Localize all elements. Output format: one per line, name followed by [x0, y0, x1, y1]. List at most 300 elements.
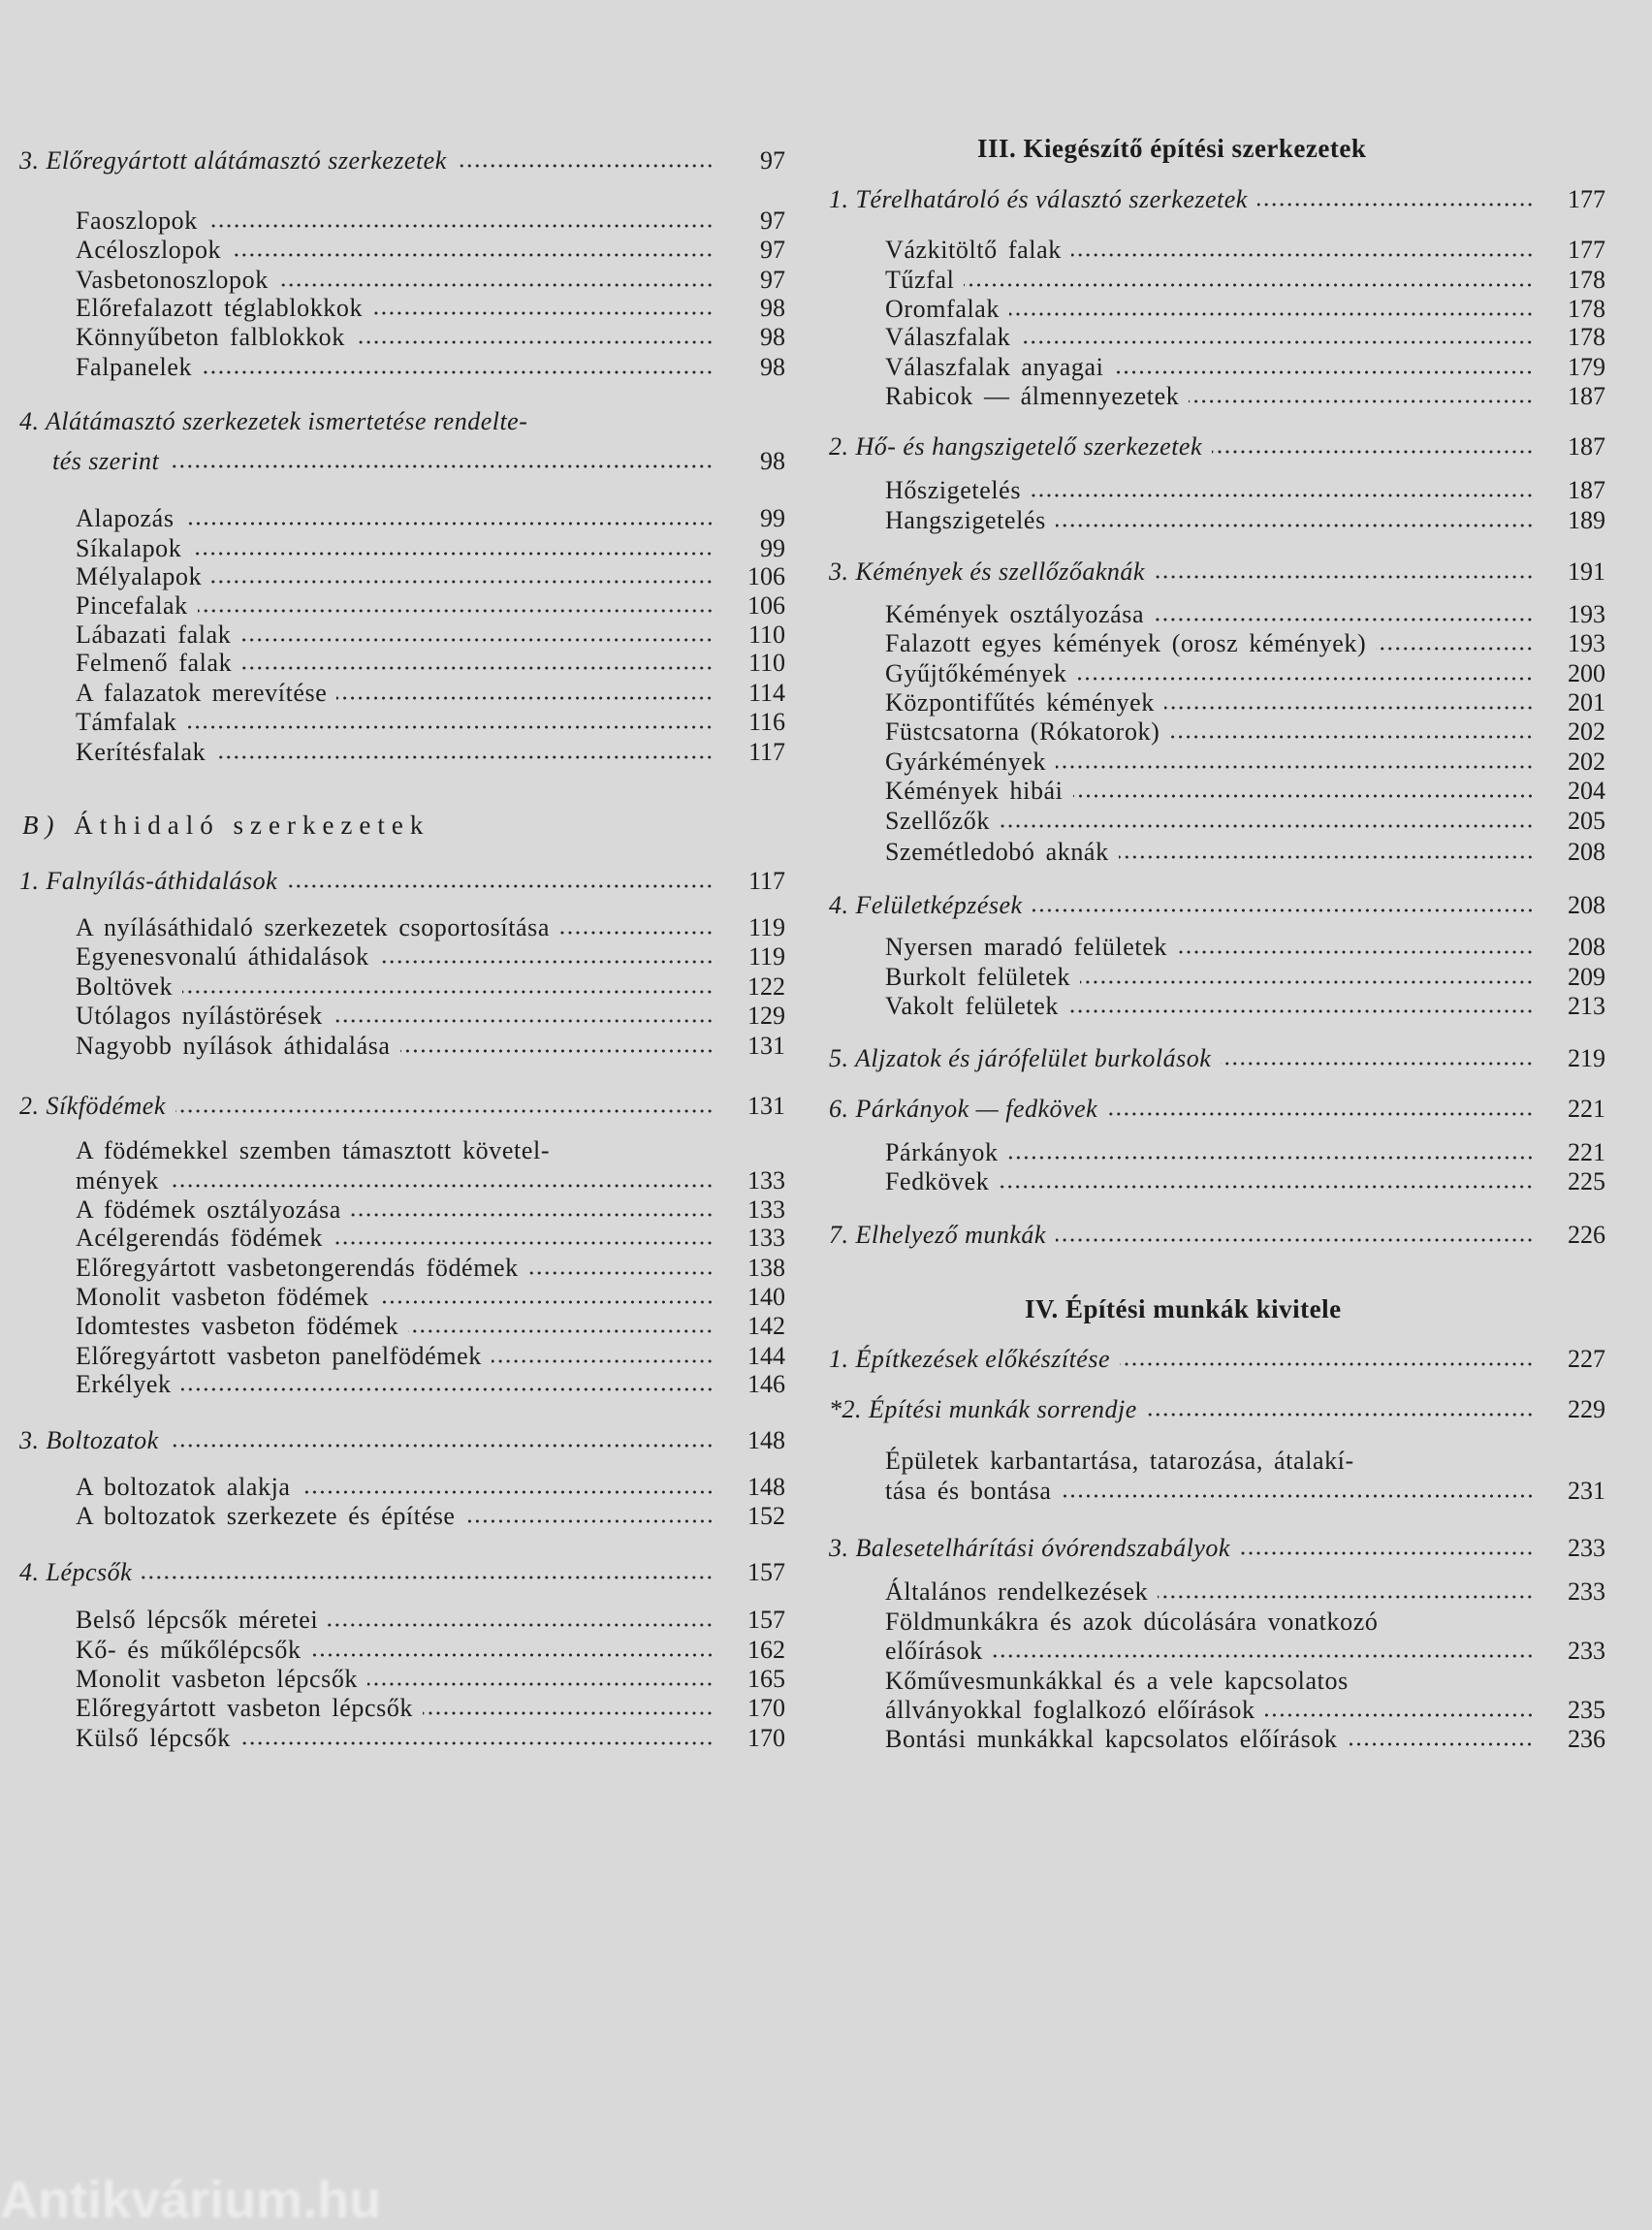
dot-leader: [1120, 1361, 1534, 1367]
page-number: 187: [1568, 432, 1605, 461]
dot-leader: [1056, 1237, 1534, 1243]
dot-leader: [211, 579, 714, 585]
toc-entry: [76, 504, 785, 533]
page-number: 98: [760, 447, 785, 475]
entry-title: Hőszigetelés: [885, 476, 1022, 504]
dot-leader: [423, 1710, 714, 1716]
toc-entry: [76, 1032, 785, 1061]
page-number: 114: [747, 679, 785, 707]
toc-entry: [885, 777, 1605, 806]
toc-entry: [885, 600, 1605, 629]
toc-entry: [76, 1002, 785, 1031]
toc-entry: [76, 1224, 785, 1253]
dot-leader: [333, 1018, 714, 1024]
dot-leader: [1000, 823, 1534, 829]
dot-leader: [367, 1681, 714, 1687]
entry-title: Bontási munkákkal kapcsolatos előírások: [885, 1725, 1338, 1753]
toc-section-entry: [19, 1092, 785, 1121]
part-b-letter: B): [22, 811, 61, 840]
entry-title: 3. Kémények és szellőzőaknák: [829, 558, 1145, 586]
entry-title: Monolit vasbeton lépcsők: [76, 1665, 359, 1693]
page-number: 201: [1568, 688, 1605, 717]
toc-entry: [76, 1342, 785, 1371]
dot-leader: [465, 1518, 714, 1524]
dot-leader: [999, 1184, 1534, 1190]
dot-leader: [311, 1652, 714, 1658]
entry-title: 1. Építkezések előkészítése: [829, 1345, 1110, 1373]
toc-section-entry: [829, 1345, 1605, 1374]
entry-title: 4. Alátámasztó szerkezetek ismertetése rendelte-: [19, 407, 528, 435]
dot-leader: [1076, 676, 1534, 682]
dot-leader: [169, 1443, 714, 1449]
toc-entry: [885, 933, 1605, 962]
toc-entry: [885, 506, 1605, 535]
entry-title: Fedkövek: [885, 1167, 990, 1195]
toc-entry: [885, 659, 1605, 688]
entry-title: előírások: [885, 1637, 983, 1665]
toc-entry: [885, 688, 1605, 717]
page-number: 144: [747, 1342, 785, 1370]
entry-title: 1. Falnyílás-áthidalások: [19, 867, 278, 895]
toc-entry: [885, 1577, 1605, 1607]
entry-title: Síkalapok: [76, 534, 182, 562]
dot-leader: [400, 1048, 714, 1054]
toc-entry: [76, 972, 785, 1002]
entry-title: Támfalak: [76, 708, 177, 736]
toc-entry: [885, 992, 1605, 1021]
page-number: 187: [1568, 476, 1605, 504]
page-number: 117: [747, 738, 785, 766]
toc-section-entry: [829, 1395, 1605, 1424]
toc-entry: [76, 649, 785, 678]
entry-title: Előregyártott vasbeton lépcsők: [76, 1694, 414, 1722]
toc-entry: [76, 1370, 785, 1399]
dot-leader: [240, 1740, 714, 1746]
entry-title: Előregyártott vasbetongerendás födémek: [76, 1254, 519, 1282]
dot-leader: [1189, 398, 1534, 404]
entry-title: Vázkitöltő falak: [885, 236, 1062, 264]
entry-title: Pincefalak: [76, 591, 188, 620]
dot-leader: [198, 608, 714, 614]
dot-leader: [1020, 339, 1534, 345]
part-b-heading: [22, 811, 429, 841]
entry-title: Kerítésfalak: [76, 738, 206, 766]
page-number: 209: [1568, 963, 1605, 991]
entry-title: Válaszfalak anyagai: [885, 353, 1104, 381]
dot-leader: [492, 1358, 714, 1364]
toc-entry: [76, 323, 785, 352]
page-number: 129: [747, 1002, 785, 1030]
entry-title: Alapozás: [76, 504, 175, 532]
entry-title: Kémények osztályozása: [885, 600, 1145, 628]
toc-entry: [76, 679, 785, 708]
page-number: 200: [1568, 659, 1605, 687]
toc-entry: [76, 1502, 785, 1531]
entry-title: Épületek karbantartása, tatarozása, átalakí-: [885, 1447, 1354, 1475]
entry-title: A falazatok merevítése: [76, 679, 328, 707]
entry-title: Boltövek: [76, 972, 174, 1001]
toc-section-entry: [19, 407, 527, 436]
toc-section-entry: [19, 146, 785, 175]
dot-leader: [351, 1212, 714, 1218]
page-number: 233: [1568, 1534, 1605, 1562]
toc-entry: [885, 266, 1605, 295]
toc-section-entry: [829, 1044, 1605, 1073]
dot-leader: [181, 1386, 714, 1392]
dot-leader: [1009, 311, 1534, 317]
toc-entry: [885, 353, 1605, 382]
toc-entry: [76, 1254, 785, 1283]
page-number: 179: [1568, 353, 1605, 381]
entry-title: Faoszlopok: [76, 207, 198, 235]
dot-leader: [1376, 646, 1534, 652]
toc-entry: [885, 295, 1605, 324]
entry-title: Központifűtés kémények: [885, 688, 1155, 717]
entry-title: Erkélyek: [76, 1370, 172, 1398]
entry-title: Nagyobb nyílások áthidalása: [76, 1032, 391, 1060]
dot-leader: [528, 1270, 714, 1276]
page-number: 131: [747, 1032, 785, 1060]
entry-title: Kő- és műkőlépcsők: [76, 1636, 302, 1664]
dot-leader: [333, 1240, 714, 1246]
dot-leader: [1071, 252, 1534, 258]
toc-entry: [885, 1608, 1378, 1637]
dot-leader: [1031, 493, 1534, 498]
page-number: 117: [747, 867, 785, 895]
dot-leader: [1008, 1155, 1534, 1161]
dot-leader: [240, 637, 714, 643]
page-number: 98: [760, 353, 785, 381]
page-number: 178: [1568, 323, 1605, 351]
entry-title: Külső lépcsők: [76, 1724, 231, 1752]
entry-title: Könnyűbeton falblokkok: [76, 323, 345, 351]
entry-title: tés szerint: [52, 447, 160, 475]
page-number: 152: [747, 1502, 785, 1530]
page-number: 189: [1568, 506, 1605, 534]
entry-title: Gyűjtőkémények: [885, 659, 1067, 687]
page-number: 142: [747, 1312, 785, 1340]
entry-title: mények: [76, 1166, 159, 1195]
dot-leader: [379, 959, 714, 965]
page-number: 187: [1568, 382, 1605, 410]
entry-title: Tűzfal: [885, 266, 955, 294]
toc-entry: [76, 353, 785, 382]
dot-leader: [1147, 1412, 1534, 1418]
toc-entry: [885, 1477, 1605, 1506]
entry-title: Oromfalak: [885, 295, 1001, 323]
toc-entry: [885, 1725, 1605, 1754]
dot-leader: [1032, 908, 1534, 913]
dot-leader: [1068, 1008, 1534, 1014]
page-number: 146: [747, 1370, 785, 1398]
toc-entry: [885, 1167, 1605, 1196]
page-number: 157: [747, 1558, 785, 1586]
entry-title: Acéloszlopok: [76, 236, 222, 264]
entry-title: A nyílásáthidaló szerkezetek csoportosítása: [76, 913, 551, 941]
entry-title: Vakolt felületek: [885, 992, 1059, 1020]
dot-leader: [1177, 949, 1534, 955]
entry-title: tása és bontása: [885, 1477, 1052, 1505]
toc-entry: [885, 1138, 1605, 1167]
toc-entry: [885, 807, 1605, 836]
entry-title: Általános rendelkezések: [885, 1577, 1149, 1606]
watermark: Antikvárium.hu: [0, 2171, 382, 2229]
dot-leader: [328, 1622, 714, 1628]
page-number: 170: [747, 1724, 785, 1752]
toc-entry: [76, 562, 785, 591]
entry-title: 6. Párkányok — fedkövek: [829, 1095, 1098, 1123]
page-number: 204: [1568, 777, 1605, 805]
entry-title: Mélyalapok: [76, 562, 203, 590]
entry-title: 3. Előregyártott alátámasztó szerkezetek: [19, 146, 447, 175]
toc-entry: [885, 323, 1605, 352]
dot-leader: [207, 223, 714, 229]
dot-leader: [241, 665, 714, 671]
page-number: 140: [747, 1283, 785, 1311]
dot-leader: [379, 1299, 714, 1305]
dot-leader: [457, 163, 714, 169]
dot-leader: [1347, 1741, 1534, 1747]
toc-entry: [885, 838, 1605, 867]
page-number: 213: [1568, 992, 1605, 1020]
page-number: 97: [760, 207, 785, 235]
page-number: 165: [747, 1665, 785, 1693]
toc-entry: [885, 382, 1605, 411]
dot-leader: [1212, 449, 1534, 455]
toc-section-entry: [829, 891, 1605, 920]
toc-entry: [76, 621, 785, 650]
entry-title: Válaszfalak: [885, 323, 1011, 351]
entry-title: Rabicok — álmennyezetek: [885, 382, 1180, 410]
entry-title: Idomtestes vasbeton födémek: [76, 1312, 399, 1340]
toc-entry: [76, 266, 785, 295]
page-number: 236: [1568, 1725, 1605, 1753]
entry-title: Lábazati falak: [76, 621, 232, 649]
dot-leader: [301, 1489, 714, 1495]
dot-leader: [355, 339, 714, 345]
dot-leader: [287, 883, 714, 889]
toc-section-entry: [829, 1534, 1605, 1563]
dot-leader: [169, 463, 714, 469]
entry-title: A födémek osztályozása: [76, 1195, 341, 1224]
toc-entry: [76, 1694, 785, 1723]
entry-title: Előregyártott vasbeton panelfödémek: [76, 1342, 482, 1370]
dot-leader: [1164, 705, 1534, 711]
page-number: 229: [1568, 1395, 1605, 1423]
part-iii-title: III. Kiegészítő építési szerkezetek: [977, 134, 1367, 163]
entry-title: Hangszigetelés: [885, 506, 1046, 534]
dot-leader: [1265, 1712, 1534, 1718]
dot-leader: [215, 754, 714, 760]
entry-title: Szellőzők: [885, 807, 990, 835]
toc-entry: [885, 1637, 1605, 1666]
toc-section-entry: [829, 558, 1605, 587]
page-number: 98: [760, 323, 785, 351]
page-number: 110: [747, 621, 785, 649]
entry-title: Földmunkákra és azok dúcolására vonatkozó: [885, 1608, 1379, 1636]
page-number: 202: [1568, 748, 1605, 776]
page-number: 133: [747, 1166, 785, 1195]
page-number: 98: [760, 294, 785, 322]
entry-title: 3. Balesetelhárítási óvórendszabályok: [829, 1534, 1230, 1562]
page-number: 99: [760, 534, 785, 562]
entry-title: Párkányok: [885, 1138, 999, 1166]
toc-entry: [885, 963, 1605, 992]
toc-entry: [76, 1166, 785, 1195]
entry-title: Nyersen maradó felületek: [885, 933, 1167, 961]
page-number: 133: [747, 1195, 785, 1224]
entry-title: A födémekkel szemben támasztott követel-: [76, 1136, 551, 1164]
page-number: 133: [747, 1224, 785, 1252]
page-number: 191: [1568, 558, 1605, 586]
toc-entry: [76, 1665, 785, 1694]
page-number: 106: [747, 591, 785, 620]
toc-entry: [76, 942, 785, 972]
dot-leader: [1056, 523, 1534, 528]
entry-title: 2. Hő- és hangszigetelő szerkezetek: [829, 432, 1203, 461]
toc-entry: [885, 629, 1605, 658]
dot-leader: [372, 310, 714, 316]
toc-entry: [76, 534, 785, 563]
toc-entry: [76, 1636, 785, 1665]
page-number: 208: [1568, 933, 1605, 961]
toc-entry: [76, 1606, 785, 1635]
entry-title: Felmenő falak: [76, 649, 233, 677]
dot-leader: [1240, 1550, 1534, 1556]
page-number: 227: [1568, 1345, 1605, 1373]
page-number: 233: [1568, 1577, 1605, 1606]
toc-entry: [885, 236, 1605, 265]
page-number: 131: [747, 1092, 785, 1120]
dot-leader: [559, 930, 714, 936]
entry-title: A boltozatok szerkezete és építése: [76, 1502, 456, 1530]
dot-leader: [1257, 202, 1534, 207]
page-number: 122: [747, 972, 785, 1001]
toc-section-entry: [829, 1221, 1605, 1250]
page-number: 148: [747, 1473, 785, 1501]
page-number: 97: [760, 266, 785, 294]
entry-title: Acélgerendás födémek: [76, 1224, 323, 1252]
toc-entry: [885, 748, 1605, 777]
toc-section-entry: [829, 1095, 1605, 1124]
toc-entry: [76, 207, 785, 236]
toc-entry: [76, 1136, 550, 1165]
page-number: 221: [1568, 1138, 1605, 1166]
entry-title: Belső lépcsők méretei: [76, 1606, 319, 1634]
entry-title: 7. Elhelyező munkák: [829, 1221, 1046, 1249]
toc-entry: [76, 913, 785, 942]
toc-right-column: [805, 0, 1652, 2203]
toc-entry: [885, 476, 1605, 505]
toc-left-column: [0, 0, 805, 2203]
dot-leader: [1062, 1493, 1534, 1499]
toc-section-entry: [19, 1426, 785, 1455]
toc-section-entry: [52, 447, 785, 476]
page-number: 97: [760, 146, 785, 175]
page-number: 119: [747, 942, 785, 971]
toc-entry: [885, 1447, 1354, 1476]
toc-entry: [76, 1195, 785, 1225]
dot-leader: [184, 521, 714, 526]
page-number: 110: [747, 649, 785, 677]
page-number: 208: [1568, 891, 1605, 919]
page-number: 170: [747, 1694, 785, 1722]
entry-title: 4. Felületképzések: [829, 891, 1023, 919]
entry-title: 5. Aljzatok és járófelület burkolások: [829, 1044, 1212, 1072]
entry-title: Kémények hibái: [885, 777, 1064, 805]
part-iv-title: IV. Építési munkák kivitele: [1025, 1294, 1342, 1323]
dot-leader: [1113, 369, 1534, 375]
page-number: 119: [747, 913, 785, 941]
toc-entry: [885, 1667, 1349, 1696]
toc-entry: [76, 1473, 785, 1502]
page-number: 99: [760, 504, 785, 532]
page-number: 233: [1568, 1637, 1605, 1665]
dot-leader: [169, 1183, 714, 1189]
toc-section-entry: [19, 867, 785, 896]
page-number: 193: [1568, 600, 1605, 628]
toc-section-entry: [19, 1558, 785, 1587]
entry-title: Szemétledobó aknák: [885, 838, 1109, 866]
dot-leader: [1080, 979, 1534, 985]
dot-leader: [182, 989, 714, 995]
entry-title: Monolit vasbeton födémek: [76, 1283, 369, 1311]
page-number: 157: [747, 1606, 785, 1634]
toc-entry: [76, 1283, 785, 1312]
page-number: 178: [1568, 295, 1605, 323]
page-number: 97: [760, 236, 785, 264]
entry-title: Előrefalazott téglablokkok: [76, 294, 364, 322]
dot-leader: [964, 282, 1534, 288]
entry-title: Füstcsatorna (Rókatorok): [885, 717, 1160, 746]
dot-leader: [191, 551, 714, 557]
toc-entry: [885, 1696, 1605, 1725]
page-number: 148: [747, 1426, 785, 1454]
dot-leader: [186, 724, 714, 730]
toc-entry: [885, 717, 1605, 747]
toc-section-entry: [829, 185, 1605, 214]
dot-leader: [142, 1575, 714, 1580]
dot-leader: [408, 1328, 714, 1334]
page-number: 138: [747, 1254, 785, 1282]
toc-entry: [76, 738, 785, 767]
page-number: 116: [747, 708, 785, 736]
dot-leader: [175, 1108, 714, 1114]
dot-leader: [1169, 734, 1534, 740]
entry-title: 3. Boltozatok: [19, 1426, 159, 1454]
dot-leader: [993, 1653, 1534, 1659]
toc-section-entry: [829, 432, 1605, 462]
page-number: 162: [747, 1636, 785, 1664]
page-number: 205: [1568, 807, 1605, 835]
dot-leader: [1155, 574, 1534, 580]
entry-title: 1. Térelhatároló és választó szerkezetek: [829, 185, 1248, 213]
page-number: 221: [1568, 1095, 1605, 1123]
dot-leader: [1119, 854, 1534, 860]
toc-entry: [76, 708, 785, 737]
page-number: 226: [1568, 1221, 1605, 1249]
page-number: 177: [1568, 236, 1605, 264]
part-b-label: Áthidaló szerkezetek: [74, 811, 430, 840]
toc-entry: [76, 1724, 785, 1753]
dot-leader: [1158, 1594, 1534, 1600]
dot-leader: [1056, 764, 1534, 770]
page-number: 106: [747, 562, 785, 590]
page-number: 225: [1568, 1167, 1605, 1195]
dot-leader: [278, 282, 714, 288]
entry-title: Egyenesvonalú áthidalások: [76, 942, 369, 971]
toc-entry: [76, 294, 785, 323]
